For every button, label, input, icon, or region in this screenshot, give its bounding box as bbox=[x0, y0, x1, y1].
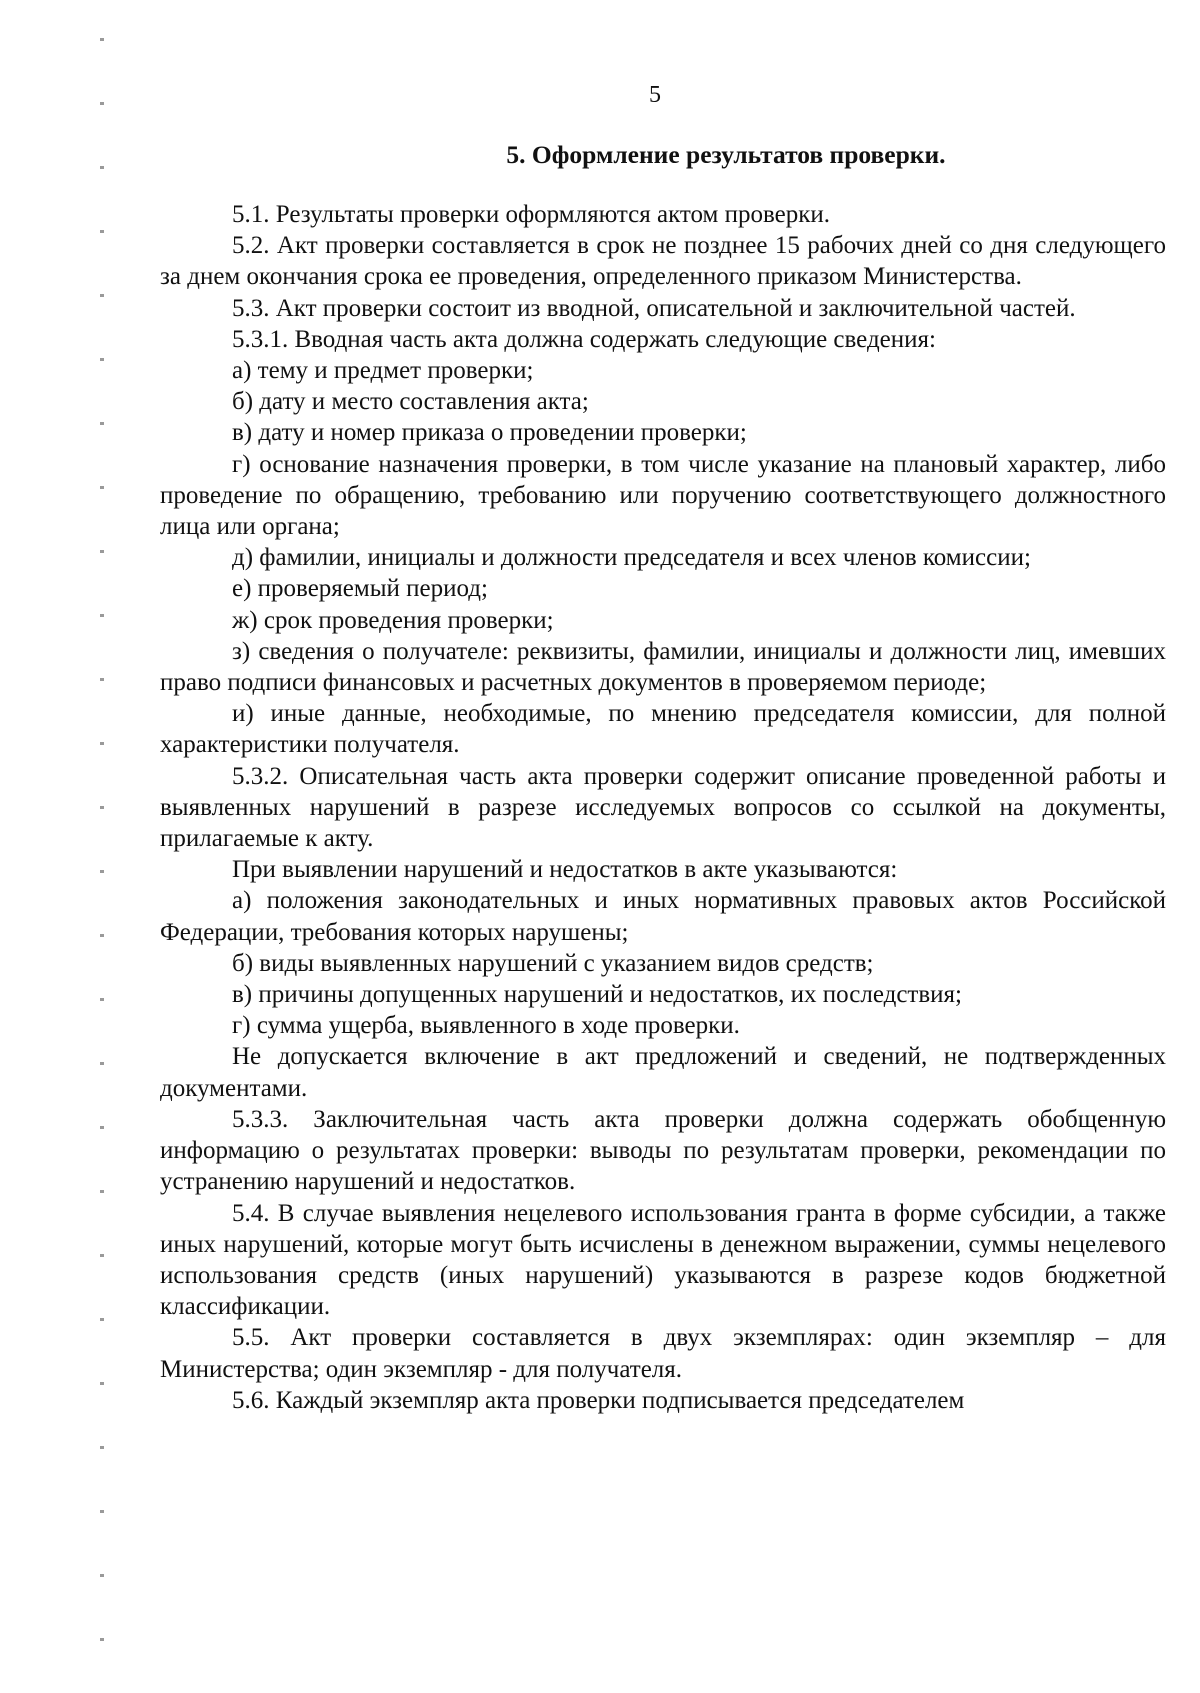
section-title: 5. Оформление результатов проверки. bbox=[506, 140, 946, 169]
exclusion-note: Не допускается включение в акт предложений и сведений, не подтвержденных документами. bbox=[160, 1043, 1166, 1102]
paragraph-5-3-3: 5.3.3. Заключительная часть акта проверки должна содержать обобщенную информацию о результатах проверки: выводы по результатам проверки, рекомендации по устранению нарушений и недостатков. bbox=[160, 1105, 1166, 1196]
list-item-a: а) тему и предмет проверки; bbox=[232, 357, 534, 385]
paragraph-5-3-1: 5.3.1. Вводная часть акта должна содержать следующие сведения: bbox=[232, 325, 936, 353]
page-number: 5 bbox=[649, 82, 661, 108]
violations-item-g: г) сумма ущерба, выявленного в ходе проверки. bbox=[232, 1012, 740, 1040]
list-item-e: е) проверяемый период; bbox=[232, 575, 488, 603]
paragraph-5-3: 5.3. Акт проверки состоит из вводной, описательной и заключительной частей. bbox=[232, 294, 1076, 322]
paragraph-5-4: 5.4. В случае выявления нецелевого использования гранта в форме субсидии, а также иных нарушений, которые могут быть исчислены в денежном выражении, суммы нецелевого использования средств (иных нарушений) указываются в разрезе кодов бюджетной классификации. bbox=[160, 1199, 1166, 1321]
document-body bbox=[160, 199, 1166, 1416]
list-item-z: з) сведения о получателе: реквизиты, фамилии, инициалы и должности лиц, имевших право подписи финансовых и расчетных документов в проверяемом периоде; bbox=[160, 637, 1166, 697]
list-item-b: б) дату и место составления акта; bbox=[232, 388, 589, 416]
list-item-d: д) фамилии, инициалы и должности председателя и всех членов комиссии; bbox=[232, 544, 1031, 572]
violations-intro: При выявлении нарушений и недостатков в акте указываются: bbox=[232, 856, 898, 884]
paragraph-5-3-2: 5.3.2. Описательная часть акта проверки содержит описание проведенной работы и выявленных нарушений в разрезе исследуемых вопросов со ссылкой на документы, прилагаемые к акту. bbox=[160, 762, 1166, 853]
paragraph-5-6: 5.6. Каждый экземпляр акта проверки подписывается председателем bbox=[232, 1386, 965, 1414]
scan-binding-edge bbox=[100, 0, 104, 1693]
list-item-i: и) иные данные, необходимые, по мнению председателя комиссии, для полной характеристики получателя. bbox=[160, 700, 1166, 759]
list-item-g: г) основание назначения проверки, в том числе указание на плановый характер, либо проведение по обращению, требованию или поручению соответствующего должностного лица или органа; bbox=[160, 450, 1166, 541]
paragraph-5-5: 5.5. Акт проверки составляется в двух экземплярах: один экземпляр – для Министерства; один экземпляр - для получателя. bbox=[160, 1324, 1166, 1383]
violations-item-v: в) причины допущенных нарушений и недостатков, их последствия; bbox=[232, 981, 962, 1009]
violations-item-a: а) положения законодательных и иных нормативных правовых актов Российской Федерации, требования которых нарушены; bbox=[160, 887, 1166, 946]
list-item-zh: ж) срок проведения проверки; bbox=[232, 606, 554, 634]
paragraph-5-2: 5.2. Акт проверки составляется в срок не позднее 15 рабочих дней со дня следующего за днем окончания срока ее проведения, определенного приказом Министерства. bbox=[160, 232, 1166, 291]
list-item-v: в) дату и номер приказа о проведении проверки; bbox=[232, 419, 747, 447]
paragraph-5-1: 5.1. Результаты проверки оформляются актом проверки. bbox=[232, 201, 831, 228]
violations-item-b: б) виды выявленных нарушений с указанием видов средств; bbox=[232, 949, 874, 977]
